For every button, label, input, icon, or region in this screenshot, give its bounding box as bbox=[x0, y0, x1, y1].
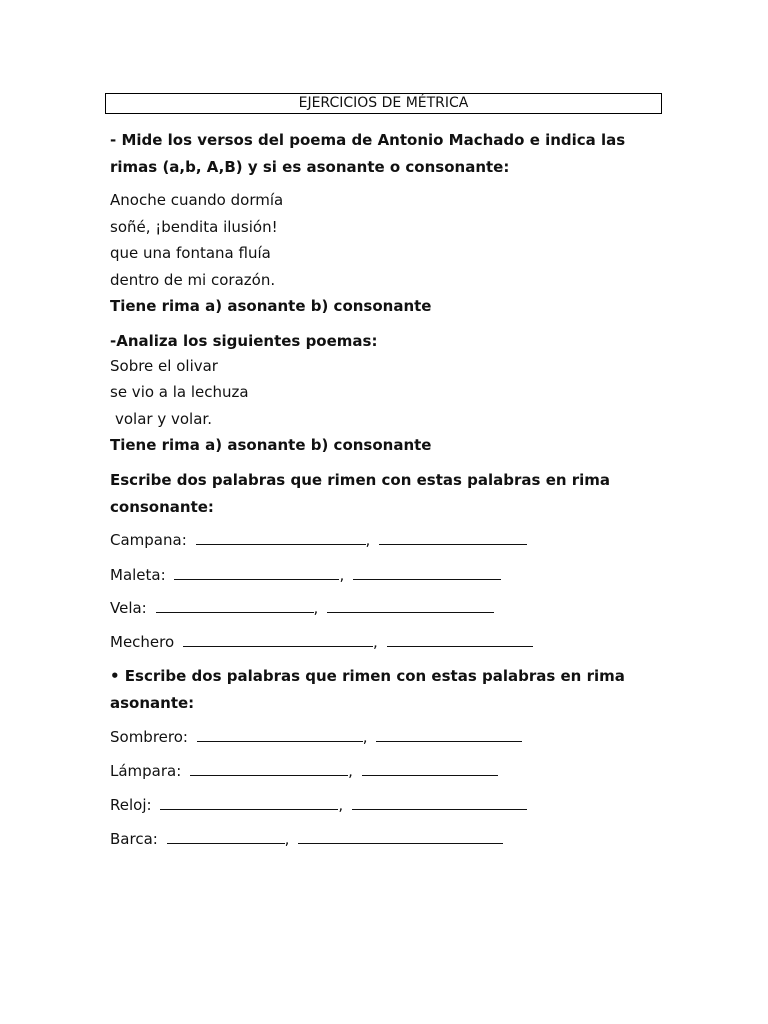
blank-separator: , bbox=[372, 633, 378, 651]
answer-blank-2[interactable] bbox=[298, 829, 503, 844]
rhyme-word-label: Barca: bbox=[110, 830, 158, 848]
poem2-verse-2: se vio a la lechuza bbox=[110, 383, 249, 401]
answer-blank-1[interactable] bbox=[167, 829, 285, 844]
answer-blank-2[interactable] bbox=[387, 632, 533, 647]
answer-blank-1[interactable] bbox=[160, 795, 338, 810]
section2-question: Tiene rima a) asonante b) consonante bbox=[110, 436, 432, 454]
blank-separator: , bbox=[339, 566, 345, 584]
blank-separator: , bbox=[362, 728, 368, 746]
rhyme-word-label: Mechero bbox=[110, 633, 175, 651]
section1-instruction-line2: rimas (a,b, A,B) y si es asonante o consonante: bbox=[110, 158, 510, 176]
poem1-verse-4: dentro de mi corazón. bbox=[110, 271, 276, 289]
answer-blank-1[interactable] bbox=[156, 598, 314, 613]
rhyme-row-lampara bbox=[110, 761, 498, 781]
poem1-verse-1: Anoche cuando dormía bbox=[110, 191, 284, 209]
rhyme-row-mechero bbox=[110, 632, 533, 652]
rhyme-word-label: Campana: bbox=[110, 531, 187, 549]
rhyme-word-label: Sombrero: bbox=[110, 728, 188, 746]
answer-blank-1[interactable] bbox=[174, 565, 339, 580]
rhyme-word-label: Maleta: bbox=[110, 566, 166, 584]
rhyme-row-campana bbox=[110, 530, 527, 550]
rhyme-word-label: Lámpara: bbox=[110, 762, 182, 780]
rhyme-row-sombrero bbox=[110, 727, 522, 747]
section2-instruction: -Analiza los siguientes poemas: bbox=[110, 332, 378, 350]
blank-separator: , bbox=[313, 599, 319, 617]
rhyme-row-barca bbox=[110, 829, 503, 849]
rhyme-word-label: Reloj: bbox=[110, 796, 152, 814]
answer-blank-1[interactable] bbox=[183, 632, 373, 647]
section1-instruction-line1: - Mide los versos del poema de Antonio Machado e indica las bbox=[110, 131, 626, 149]
answer-blank-1[interactable] bbox=[196, 530, 366, 545]
rhyme-row-vela bbox=[110, 598, 494, 618]
answer-blank-2[interactable] bbox=[352, 795, 527, 810]
poem2-verse-3: volar y volar. bbox=[115, 410, 212, 428]
section4-instruction-line1: • Escribe dos palabras que rimen con estas palabras en rima bbox=[110, 667, 625, 685]
blank-separator: , bbox=[284, 830, 290, 848]
poem1-verse-3: que una fontana fluía bbox=[110, 244, 271, 262]
section4-instruction-line2: asonante: bbox=[110, 694, 195, 712]
answer-blank-1[interactable] bbox=[197, 727, 363, 742]
blank-separator: , bbox=[365, 531, 371, 549]
poem1-verse-2: soñé, ¡bendita ilusión! bbox=[110, 218, 278, 236]
section1-question: Tiene rima a) asonante b) consonante bbox=[110, 297, 432, 315]
rhyme-row-reloj bbox=[110, 795, 527, 815]
answer-blank-2[interactable] bbox=[379, 530, 527, 545]
answer-blank-2[interactable] bbox=[376, 727, 522, 742]
rhyme-word-label: Vela: bbox=[110, 599, 147, 617]
poem2-verse-1: Sobre el olivar bbox=[110, 357, 218, 375]
section3-instruction-line1: Escribe dos palabras que rimen con estas palabras en rima bbox=[110, 471, 611, 489]
answer-blank-2[interactable] bbox=[353, 565, 501, 580]
answer-blank-1[interactable] bbox=[190, 761, 348, 776]
answer-blank-2[interactable] bbox=[362, 761, 498, 776]
rhyme-row-maleta bbox=[110, 565, 501, 585]
blank-separator: , bbox=[338, 796, 344, 814]
section3-instruction-line2: consonante: bbox=[110, 498, 214, 516]
answer-blank-2[interactable] bbox=[327, 598, 494, 613]
worksheet-title: EJERCICIOS DE MÉTRICA bbox=[105, 93, 662, 114]
blank-separator: , bbox=[348, 762, 353, 780]
